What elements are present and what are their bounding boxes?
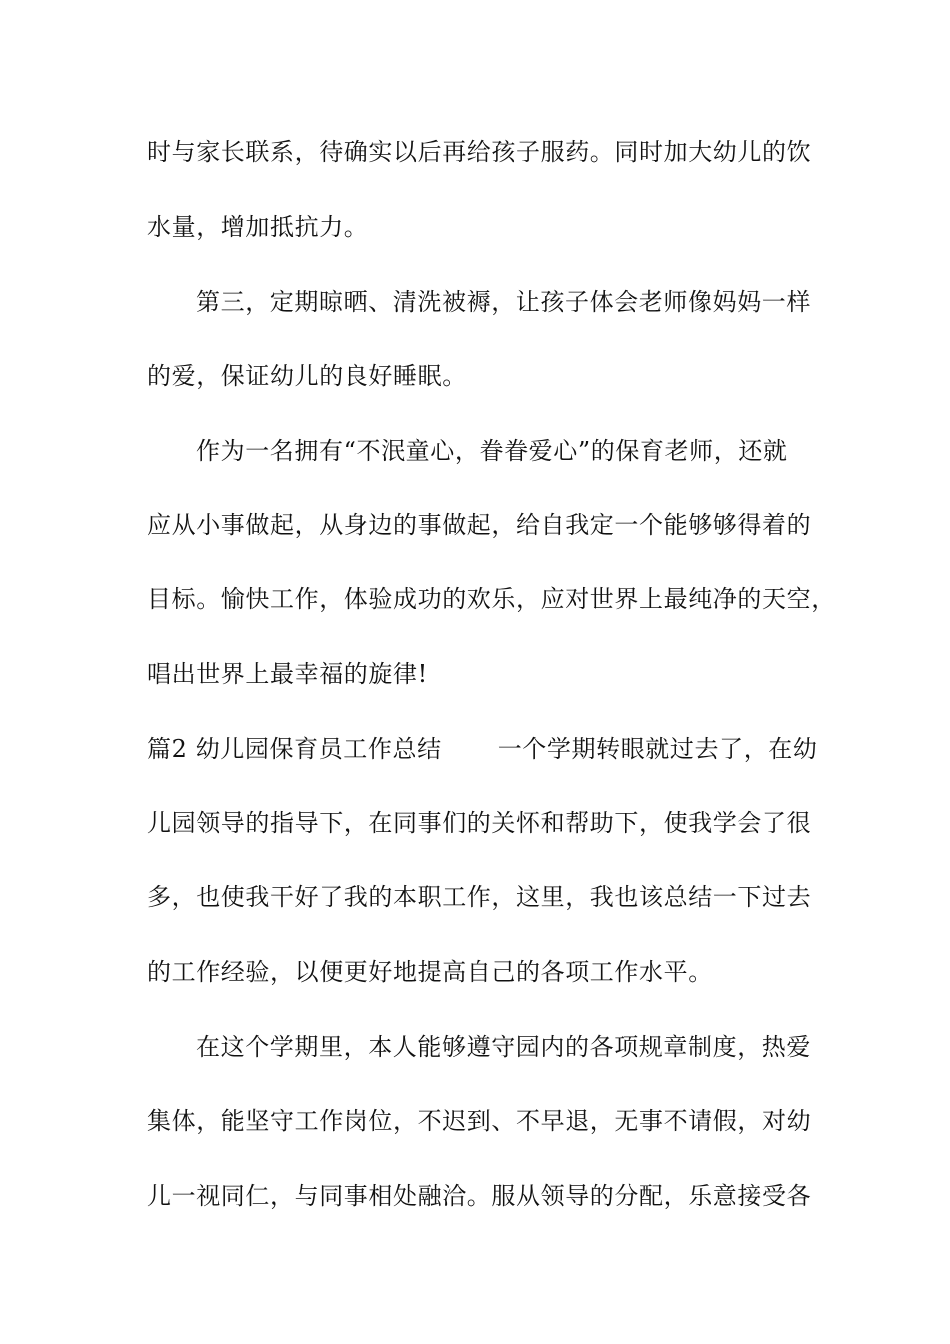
paragraph-first-line: 在这个学期里，本人能够遵守园内的各项规章制度，热爱 [196, 1033, 811, 1061]
text-line: 儿一视同仁，与同事相处融洽。服从领导的分配，乐意接受各 [147, 1182, 812, 1210]
section-heading-line [147, 731, 818, 767]
paragraph-first-line: 作为一名拥有“不泯童心，眷眷爱心”的保育老师，还就 [196, 437, 788, 465]
section-first-line: 一个学期转眼就过去了，在幼 [497, 735, 818, 763]
text-line: 目标。愉快工作，体验成功的欢乐，应对世界上最纯净的天空， [147, 585, 836, 613]
text-line: 的爱，保证幼儿的良好睡眠。 [147, 362, 467, 390]
text-line: 的工作经验，以便更好地提高自己的各项工作水平。 [147, 958, 713, 986]
text-line: 集体，能坚守工作岗位，不迟到、不早退，无事不请假，对幼 [147, 1107, 812, 1135]
paragraph-first-line: 第三，定期晾晒、清洗被褥，让孩子体会老师像妈妈一样 [196, 288, 811, 316]
text-line: 时与家长联系，待确实以后再给孩子服药。同时加大幼儿的饮 [147, 138, 812, 166]
text-line: 水量，增加抵抗力。 [147, 213, 369, 241]
text-line: 唱出世界上最幸福的旋律! [147, 660, 428, 688]
text-line: 应从小事做起，从身边的事做起，给自我定一个能够够得着的 [147, 511, 812, 539]
section-heading: 篇2 幼儿园保育员工作总结 [147, 735, 442, 763]
text-line: 多，也使我干好了我的本职工作，这里，我也该总结一下过去 [147, 883, 812, 911]
text-line: 儿园领导的指导下，在同事们的关怀和帮助下，使我学会了很 [147, 809, 812, 837]
